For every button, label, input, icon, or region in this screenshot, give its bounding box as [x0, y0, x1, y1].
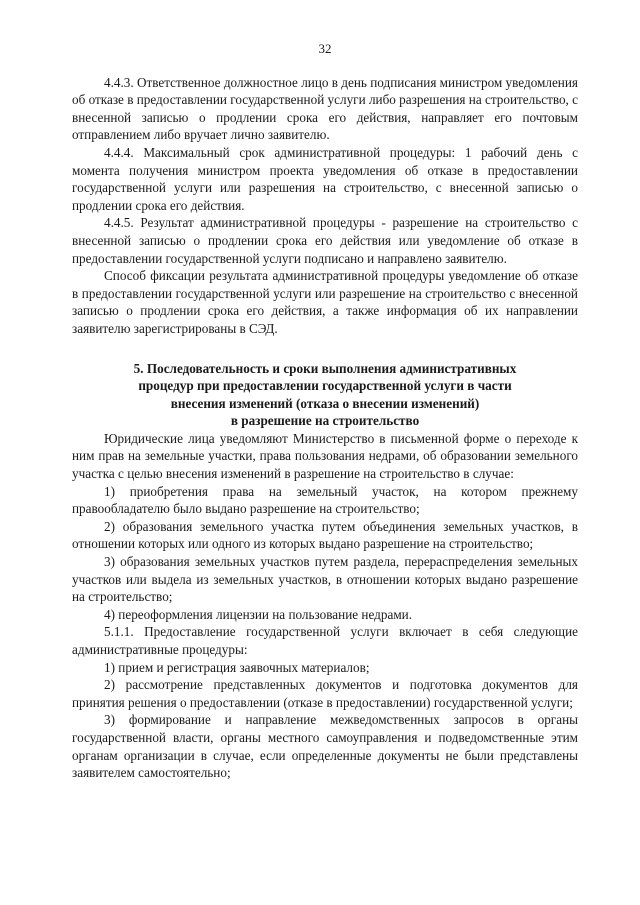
list-item: 4) переоформления лицензии на пользование недрами.	[104, 606, 413, 622]
list-item: 3) формирование и направление межведомственных запросов в органы государственной власти, органы местного самоуправления и подведомственные этим органам организации в случае, если определенные документы не были представлены заявителем самостоятельно;	[72, 712, 578, 781]
list-item: 2) рассмотрение представленных документов и подготовка документов для принятия решения о предоставлении (отказе в предоставлении) государственной услуги;	[72, 677, 578, 710]
paragraph: 4.4.5. Результат административной процедуры - разрешение на строительство с внесенной записью о продлении срока его действия или уведомление об отказе в предоставлении государственной услуги подписано и направлено заявителю.	[72, 215, 578, 266]
paragraph: 4.4.3. Ответственное должностное лицо в день подписания министром уведомления об отказе в предоставлении государственной услуги либо разрешения на строительство, с внесенной записью о продлении срока его действия, направляет его почтовым отправлением либо вручает лично заявителю.	[72, 74, 579, 143]
section-heading-line: в разрешение на строительство	[230, 413, 420, 429]
paragraph: Юридические лица уведомляют Министерство в письменной форме о переходе к ним прав на земельные участки, права пользования недрами, об образовании земельного участка с целью внесения изменений в разрешение на строительство в случае:	[72, 430, 578, 482]
section-heading	[72, 360, 578, 430]
paragraph: 4.4.4. Максимальный срок административной процедуры: 1 рабочий день с момента получения министром проекта уведомления об отказе в предоставлении государственной услуги или разрешения на строительство, с внесенной записью о продлении срока его действия.	[72, 144, 578, 213]
list-item: 3) образования земельных участков путем раздела, перераспределения земельных участков или выдела из земельных участков, в отношении которых выдано разрешение на строительство;	[72, 554, 578, 605]
section-heading-line: процедур при предоставлении государственной услуги в части	[138, 378, 512, 394]
paragraphs-after	[72, 430, 578, 782]
page-number: 32	[318, 41, 332, 56]
list-item: 1) прием и регистрация заявочных материалов;	[104, 659, 370, 675]
list-item: 1) приобретения права на земельный участок, на котором прежнему правообладателю было выдано разрешение на строительство;	[72, 483, 578, 517]
paragraph: Способ фиксации результата административной процедуры уведомление об отказе в предоставлении государственной услуги или разрешение на строительство с внесенной записью о продлении срока его действия, а также информация об их направлении заявителю зарегистрированы в СЭД.	[72, 268, 578, 336]
list-item: 2) образования земельного участка путем объединения земельных участков, в отношении которых или одного из которых выдано разрешение на строительство;	[72, 518, 578, 552]
section-heading-line: 5. Последовательность и сроки выполнения административных	[133, 360, 517, 376]
section-heading-line: внесения изменений (отказа о внесении изменений)	[170, 395, 480, 411]
paragraph: 5.1.1. Предоставление государственной услуги включает в себя следующие административные процедуры:	[72, 624, 578, 657]
paragraphs-before	[72, 74, 578, 338]
